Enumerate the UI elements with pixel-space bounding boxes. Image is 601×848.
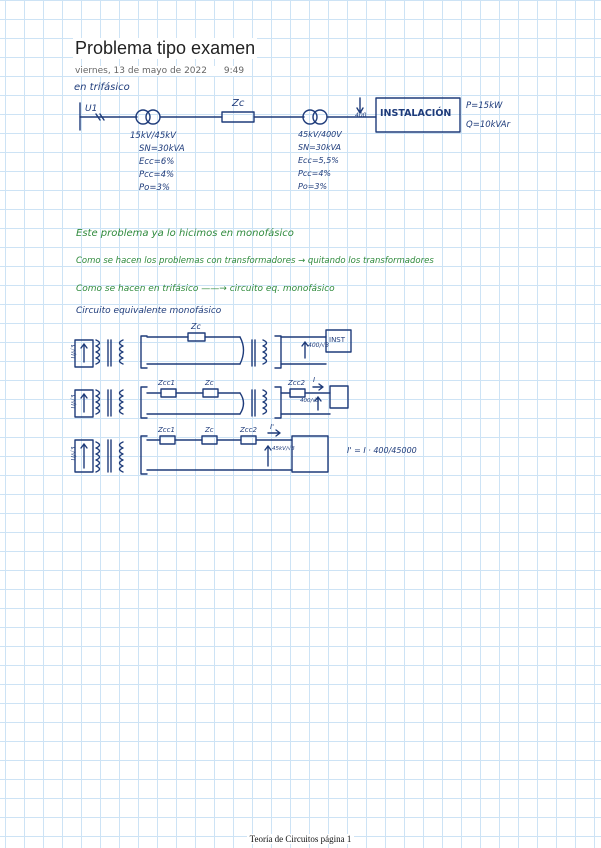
c3-zcc2-label: Zcc2 <box>240 426 257 434</box>
c1-voltage-label: 400/√3 <box>308 342 330 349</box>
instalacion-label: INSTALACIÓN <box>380 108 452 119</box>
c1-curve-right <box>240 337 244 364</box>
c2-voltage-label: 400/√3 <box>300 398 320 404</box>
c1-coil-3 <box>263 340 267 364</box>
c3-voltage-arrow <box>265 446 271 466</box>
c3-coil-left <box>96 442 100 472</box>
c1-bracket-left <box>141 336 147 368</box>
c3-coil-right <box>120 442 124 472</box>
current-formula: I' = I · 400/45000 <box>347 446 417 455</box>
c3-zcc1-resistor <box>160 436 175 444</box>
u1-label: U1 <box>85 104 98 114</box>
t2-sn: SN=30kVA <box>298 143 341 152</box>
page-time: 9:49 <box>223 66 245 76</box>
c1-core-1 <box>108 340 111 366</box>
page-title: Problema tipo examen <box>75 38 256 58</box>
c1-source-label: U/√3 <box>70 344 78 359</box>
circuito-label: Circuito equivalente monofásico <box>76 306 222 316</box>
t1-sn: SN=30kVA <box>139 144 185 154</box>
c2-zc-label: Zc <box>205 379 214 387</box>
t1-pcc: Pcc=4% <box>139 170 175 180</box>
t2-ratio: 45kV/400V <box>298 130 342 139</box>
c3-zcc2-resistor <box>241 436 256 444</box>
power-q: Q=10kVAr <box>466 120 511 130</box>
c2-source-arrow <box>81 394 87 412</box>
page-date: viernes, 13 de mayo de 2022 <box>75 66 207 76</box>
load-power <box>466 97 510 135</box>
c2-zcc2-resistor <box>290 389 305 397</box>
c1-zc-resistor <box>188 333 205 341</box>
zc-label: Zc <box>232 98 245 109</box>
c2-zcc1-resistor <box>161 389 176 397</box>
t2-ecc: Ecc=5,5% <box>298 156 339 165</box>
power-p: P=15kW <box>466 101 503 111</box>
c1-coil-left <box>96 340 100 364</box>
c2-core-1 <box>108 390 111 416</box>
c2-curve-right <box>240 393 244 414</box>
c2-coil-left <box>96 390 100 414</box>
page-footer <box>0 834 601 844</box>
c2-core-2 <box>252 390 255 416</box>
c3-zcc1-label: Zcc1 <box>158 426 175 434</box>
trifasico-label: en trifásico <box>74 82 130 93</box>
t1-po: Po=3% <box>139 183 170 193</box>
c2-bracket-right <box>275 387 281 418</box>
c2-coil-3 <box>263 390 267 414</box>
c3-current-label: I' <box>270 423 274 431</box>
c2-load-box <box>330 386 348 408</box>
c2-zcc2-label: Zcc2 <box>288 379 305 387</box>
c3-source-label: U/√3 <box>70 446 78 461</box>
c3-core-1 <box>108 440 111 472</box>
t2-po: Po=3% <box>298 182 328 191</box>
footer-text: Teoría de Circuitos página 1 <box>247 834 355 844</box>
transformer-2-right <box>313 110 327 124</box>
green-note-2: Como se hacen los problemas con transformadores → quitando los transformadores <box>76 256 434 266</box>
c3-bracket-left <box>141 436 147 474</box>
c1-core-2 <box>252 340 255 366</box>
c3-source-arrow <box>81 444 87 468</box>
c1-source-arrow <box>81 344 87 362</box>
c2-source-label: U/√3 <box>70 394 78 409</box>
t2-pcc: Pcc=4% <box>298 169 332 178</box>
c2-bracket-left <box>141 387 147 418</box>
c2-zcc1-label: Zcc1 <box>158 379 175 387</box>
green-note-1: Este problema ya lo hicimos en monofásico <box>76 228 294 239</box>
v400-label: 400 <box>355 112 367 119</box>
transformer-1-specs <box>130 130 185 195</box>
c3-voltage-label: 45kV/√3 <box>272 446 295 452</box>
c2-current-label: I <box>313 376 316 384</box>
c1-zc-label: Zc <box>191 322 201 331</box>
c2-zc-resistor <box>203 389 218 397</box>
c2-current-arrow <box>313 384 323 390</box>
t1-ecc: Ecc=6% <box>139 157 175 167</box>
green-note-3: Como se hacen en trifásico ——→ circuito eq. monofásico <box>76 284 335 294</box>
c3-zc-label: Zc <box>205 426 214 434</box>
t1-ratio: 15kV/45kV <box>130 131 176 141</box>
c2-coil-right <box>120 390 124 414</box>
c3-zc-resistor <box>202 436 217 444</box>
c3-load-box <box>292 436 328 472</box>
c1-coil-right <box>120 340 124 364</box>
voltage-arrow-400 <box>357 98 363 113</box>
transformer-2-specs <box>298 128 342 193</box>
c1-inst-label: INST <box>329 336 346 344</box>
c1-bracket-right <box>275 336 281 368</box>
transformer-1-right <box>146 110 160 124</box>
zc-resistor <box>222 112 254 122</box>
